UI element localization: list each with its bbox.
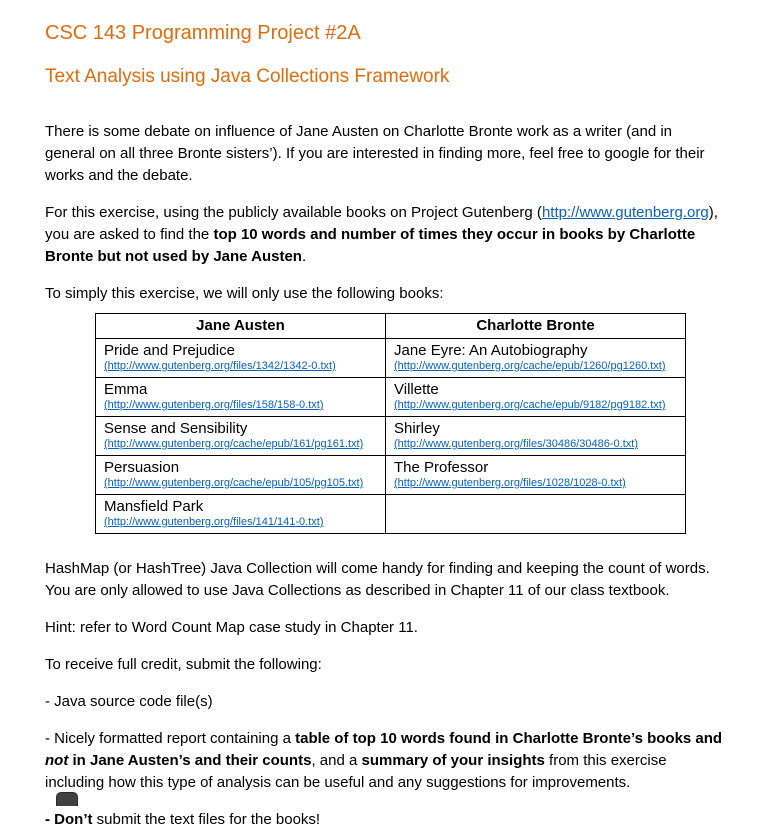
book-link[interactable]: (http://www.gutenberg.org/cache/epub/1260/pg1260.txt)	[394, 360, 666, 372]
report-text-pre: - Nicely formatted report containing a	[45, 730, 296, 747]
table-row	[96, 417, 686, 456]
book-link[interactable]: (http://www.gutenberg.org/cache/epub/161/pg161.txt)	[104, 438, 364, 450]
report-bold-text-1: table of top 10 words found in Charlotte Bronte’s books and	[295, 730, 723, 747]
page-title: CSC 143 Programming Project #2A	[45, 22, 361, 44]
cell-bronte-book-empty	[386, 495, 686, 534]
paragraph-debate: There is some debate on influence of Jane Austen on Charlotte Bronte work as a writer (and in general on all three Bronte sisters’). If you are interested in finding more, feel free to google for their works and the debate.	[45, 123, 705, 184]
table-header-row	[96, 314, 686, 339]
book-link-line	[394, 477, 677, 490]
table-row	[96, 495, 686, 534]
table-row	[96, 456, 686, 495]
list-item-dont-submit	[45, 809, 725, 831]
table-row	[96, 378, 686, 417]
cell-austen-book	[96, 456, 386, 495]
exercise-text-pre: For this exercise, using the publicly available books on Project Gutenberg (	[45, 204, 542, 221]
column-header-charlotte-bronte: Charlotte Bronte	[386, 314, 686, 339]
book-link-line	[104, 360, 377, 373]
book-title: Sense and Sensibility	[104, 420, 248, 437]
exercise-text-end: .	[301, 248, 307, 265]
cell-austen-book	[96, 339, 386, 378]
book-title: Villette	[394, 381, 439, 398]
paragraph-simplify: To simply this exercise, we will only use the following books:	[45, 285, 444, 302]
book-title: Shirley	[394, 420, 440, 437]
book-title: Persuasion	[104, 459, 180, 476]
book-title: Emma	[104, 381, 148, 398]
book-title: Pride and Prejudice	[104, 342, 235, 359]
report-bold-text-3: summary of your insights	[361, 752, 545, 769]
book-link[interactable]: (http://www.gutenberg.org/files/30486/30486-0.txt)	[394, 438, 638, 450]
list-item-report	[45, 728, 725, 794]
book-link-line	[104, 438, 377, 451]
book-link[interactable]: (http://www.gutenberg.org/cache/epub/9182/pg9182.txt)	[394, 399, 666, 411]
book-link-line	[394, 360, 677, 373]
book-link[interactable]: (http://www.gutenberg.org/files/1342/1342-0.txt)	[104, 360, 336, 372]
book-link[interactable]: (http://www.gutenberg.org/files/1028/1028-0.txt)	[394, 477, 626, 489]
book-link[interactable]: (http://www.gutenberg.org/cache/epub/105/pg105.txt)	[104, 477, 364, 489]
column-header-jane-austen: Jane Austen	[96, 314, 386, 339]
book-link-line	[104, 477, 377, 490]
book-link[interactable]: (http://www.gutenberg.org/files/141/141-0.txt)	[104, 516, 324, 528]
cell-austen-book	[96, 495, 386, 534]
exercise-bold-text: top 10 words and number of times they occur in books by Charlotte Bronte but not used by Jane Austen	[45, 226, 696, 265]
paragraph-hashmap: HashMap (or HashTree) Java Collection will come handy for finding and keeping the count of words. You are only allowed to use Java Collections as described in Chapter 11 of our class textbook.	[45, 560, 710, 599]
dont-bold-text: - Don’t	[45, 811, 93, 828]
exercise-text-mid: ), you are asked to find the	[45, 204, 718, 243]
book-link-line	[104, 399, 377, 412]
next-page-partial-element	[56, 792, 78, 806]
paragraph-hint: Hint: refer to Word Count Map case study in Chapter 11.	[45, 619, 418, 636]
cell-bronte-book	[386, 456, 686, 495]
cell-bronte-book	[386, 378, 686, 417]
paragraph-full-credit: To receive full credit, submit the following:	[45, 656, 322, 673]
book-link[interactable]: (http://www.gutenberg.org/files/158/158-0.txt)	[104, 399, 324, 411]
table-row	[96, 339, 686, 378]
books-table	[95, 313, 686, 534]
cell-austen-book	[96, 378, 386, 417]
page-subtitle: Text Analysis using Java Collections Framework	[45, 66, 450, 87]
book-title: Mansfield Park	[104, 498, 204, 515]
book-title: The Professor	[394, 459, 489, 476]
report-text-mid: , and a	[311, 752, 362, 769]
book-link-line	[394, 438, 677, 451]
cell-bronte-book	[386, 339, 686, 378]
book-title: Jane Eyre: An Autobiography	[394, 342, 588, 359]
paragraph-exercise	[45, 202, 725, 268]
list-item-source-code: - Java source code file(s)	[45, 693, 213, 710]
report-bold-text-2: in Jane Austen’s and their counts	[68, 752, 312, 769]
dont-text-end: submit the text files for the books!	[92, 811, 321, 828]
report-text-end: from this exercise including how this type of analysis can be useful and any suggestions for improvements.	[45, 752, 667, 791]
book-link-line	[394, 399, 677, 412]
book-link-line	[104, 516, 377, 529]
cell-austen-book	[96, 417, 386, 456]
report-bold-italic-text: not	[45, 752, 69, 769]
cell-bronte-book	[386, 417, 686, 456]
gutenberg-home-link[interactable]: http://www.gutenberg.org	[541, 204, 709, 221]
